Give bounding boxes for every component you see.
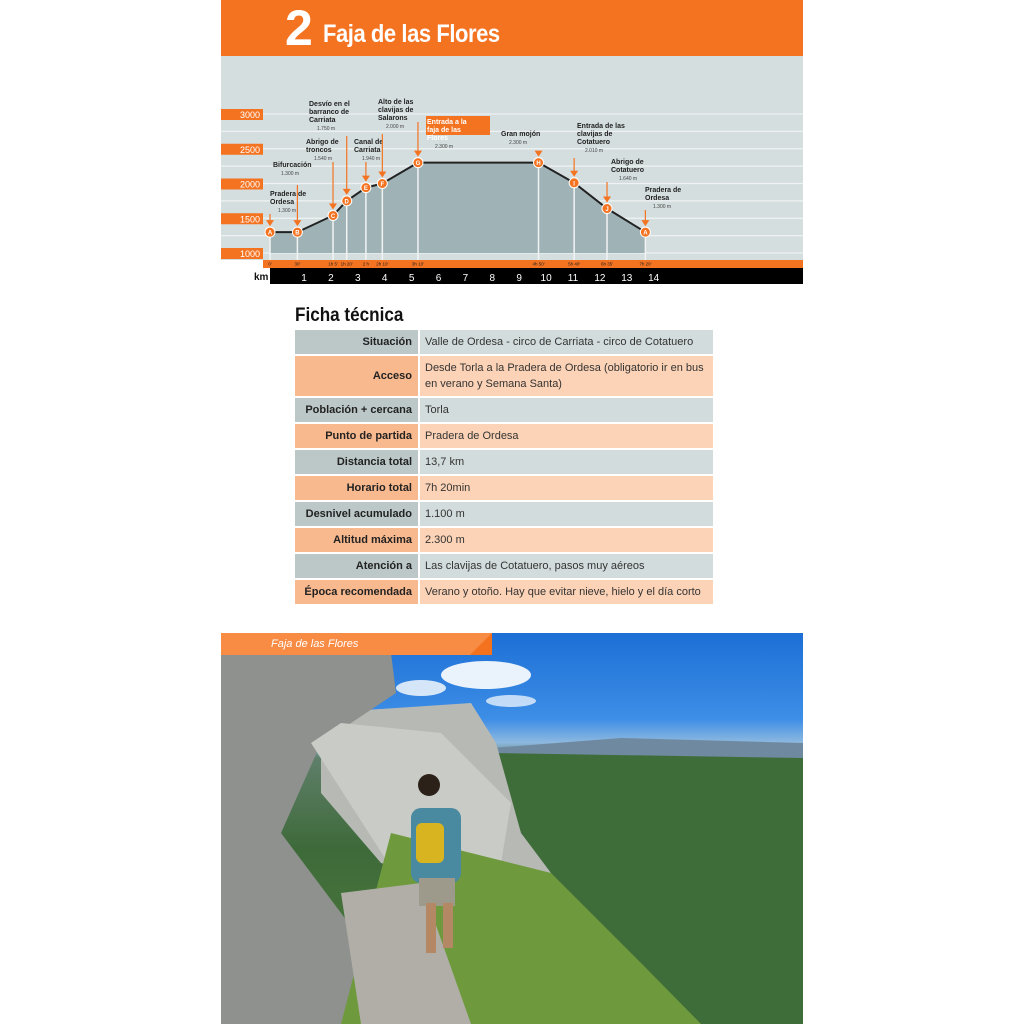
x-tick-label: 10 — [540, 273, 552, 284]
ficha-label: Desnivel acumulado — [295, 502, 418, 526]
landscape-illustration — [221, 633, 803, 1024]
route-title: Faja de las Flores — [323, 20, 500, 48]
x-tick-label: 4 — [381, 273, 388, 284]
waypoint-name: Cotatuero — [577, 139, 611, 146]
waypoint-time: 6h 35' — [600, 261, 614, 267]
waypoint-name: barranco de — [309, 109, 350, 116]
waypoint-time: 1h 20' — [340, 261, 353, 267]
waypoint-elevation: 2.300 m — [435, 144, 454, 150]
waypoint-name: Carriata — [309, 117, 336, 124]
waypoint-name: clavijas de — [378, 107, 414, 114]
ficha-table — [295, 330, 713, 606]
waypoint-elevation: 1.750 m — [317, 126, 336, 132]
waypoint-name: Ordesa — [645, 195, 670, 202]
waypoint-id: B — [295, 230, 300, 237]
ficha-value: 7h 20min — [420, 476, 713, 500]
waypoint-name: Flores — [427, 135, 449, 142]
ficha-row — [295, 330, 713, 354]
waypoint-time: 5h 40' — [568, 261, 581, 267]
ficha-row — [295, 554, 713, 578]
x-tick-label: 13 — [621, 273, 633, 284]
hiker-photo — [221, 633, 803, 1024]
waypoint-id: H — [536, 161, 541, 168]
x-tick-label: 6 — [435, 273, 442, 284]
x-tick-label: 12 — [594, 273, 606, 284]
ficha-label: Época recomendada — [295, 580, 418, 604]
ficha-row — [295, 424, 713, 448]
ficha-value: Las clavijas de Cotatuero, pasos muy aéreos — [420, 554, 713, 578]
ficha-label: Punto de partida — [295, 424, 418, 448]
ficha-row — [295, 580, 713, 604]
x-tick-label: 2 — [328, 273, 334, 284]
waypoint-time: 30' — [294, 261, 301, 267]
x-tick-label: 14 — [648, 273, 660, 284]
x-tick-label: 1 — [301, 273, 307, 284]
waypoint-time: 3h 10' — [411, 261, 425, 267]
waypoint-name: Canal de — [354, 139, 384, 146]
waypoint-time: 4h 50' — [532, 261, 545, 267]
waypoint-elevation: 1.300 m — [653, 204, 672, 210]
waypoint-name: Entrada a la — [427, 119, 467, 126]
y-tick-label: 1000 — [239, 249, 260, 259]
waypoint-time: 2 h — [362, 261, 370, 267]
ficha-row — [295, 450, 713, 474]
km-axis-bar — [221, 268, 803, 284]
waypoint-time: 0' — [268, 261, 272, 267]
waypoint-name: Abrigo de — [611, 159, 644, 166]
y-tick-label: 1500 — [239, 214, 260, 225]
ficha-value: Pradera de Ordesa — [420, 424, 713, 448]
waypoint-id: D — [344, 199, 349, 206]
waypoint-elevation: 2.010 m — [585, 148, 604, 154]
waypoint-name: Salarons — [378, 115, 408, 122]
waypoint-name: Alto de las — [378, 99, 414, 106]
ficha-label: Población + cercana — [295, 398, 418, 422]
waypoint-name: Desvío en el — [309, 101, 350, 108]
ficha-label: Situación — [295, 330, 418, 354]
ficha-label: Distancia total — [295, 450, 418, 474]
ficha-row — [295, 502, 713, 526]
elevation-profile-chart — [221, 56, 803, 284]
ficha-row — [295, 476, 713, 500]
x-tick-label: 9 — [516, 273, 522, 284]
ficha-label: Horario total — [295, 476, 418, 500]
ficha-title: Ficha técnica — [295, 305, 404, 326]
route-number: 2 — [285, 0, 313, 56]
ficha-row — [295, 528, 713, 552]
waypoint-name: Gran mojón — [501, 131, 541, 138]
waypoint-elevation: 2.000 m — [386, 124, 405, 130]
waypoint-id: G — [415, 161, 421, 168]
waypoint-time: 1h 5' — [328, 261, 338, 267]
waypoint-elevation: 2.300 m — [509, 140, 528, 146]
waypoint-name: Cotatuero — [611, 167, 645, 174]
waypoint-elevation: 1.640 m — [619, 176, 638, 182]
waypoint-time: 2h 10' — [376, 261, 389, 267]
x-axis-label: km — [254, 272, 269, 283]
ficha-row — [295, 398, 713, 422]
ficha-label: Acceso — [295, 356, 418, 396]
x-tick-label: 11 — [567, 273, 579, 284]
x-tick-label: 3 — [355, 273, 361, 284]
waypoint-name: faja de las — [427, 127, 461, 134]
y-tick-label: 3000 — [239, 110, 260, 120]
waypoint-id: E — [363, 186, 368, 193]
y-tick-label: 2500 — [239, 144, 260, 155]
waypoint-name: Entrada de las — [577, 123, 625, 130]
waypoint-elevation: 1.940 m — [362, 156, 381, 162]
waypoint-name: Bifurcación — [273, 162, 312, 169]
ficha-value: Torla — [420, 398, 713, 422]
ficha-value: 13,7 km — [420, 450, 713, 474]
waypoint-id: C — [330, 213, 336, 220]
y-tick-label: 2000 — [239, 179, 260, 190]
ficha-value: 1.100 m — [420, 502, 713, 526]
ficha-value: Desde Torla a la Pradera de Ordesa (obligatorio ir en bus en verano y Semana Santa) — [420, 356, 713, 396]
waypoint-name: Carriata — [354, 147, 381, 154]
ficha-value: Verano y otoño. Hay que evitar nieve, hielo y el día corto — [420, 580, 713, 604]
waypoint-elevation: 1.540 m — [314, 156, 333, 162]
waypoint-time: 7h 20' — [639, 261, 652, 267]
waypoint-id: J — [605, 207, 609, 214]
waypoint-id: A — [267, 230, 273, 237]
waypoint-name: troncos — [306, 147, 332, 154]
photo-caption: Faja de las Flores — [221, 633, 492, 655]
ficha-label: Altitud máxima — [295, 528, 418, 552]
waypoint-elevation: 1.300 m — [281, 171, 300, 177]
waypoint-name: Abrigo de — [306, 139, 339, 146]
x-tick-label: 7 — [462, 273, 469, 284]
route-header — [221, 0, 803, 56]
ficha-row — [295, 356, 713, 396]
ficha-label: Atención a — [295, 554, 418, 578]
waypoint-name: Ordesa — [270, 199, 295, 206]
waypoint-name: Pradera de — [270, 191, 307, 198]
ficha-value: Valle de Ordesa - circo de Carriata - circo de Cotatuero — [420, 330, 713, 354]
waypoint-id: I — [573, 181, 575, 188]
x-tick-label: 8 — [489, 273, 496, 284]
waypoint-name: Pradera de — [645, 187, 682, 194]
waypoint-name: clavijas de — [577, 131, 613, 138]
x-tick-label: 5 — [408, 273, 415, 284]
waypoint-elevation: 1.300 m — [278, 208, 297, 214]
waypoint-id: A — [643, 230, 648, 237]
waypoint-id: F — [380, 182, 385, 188]
ficha-value: 2.300 m — [420, 528, 713, 552]
